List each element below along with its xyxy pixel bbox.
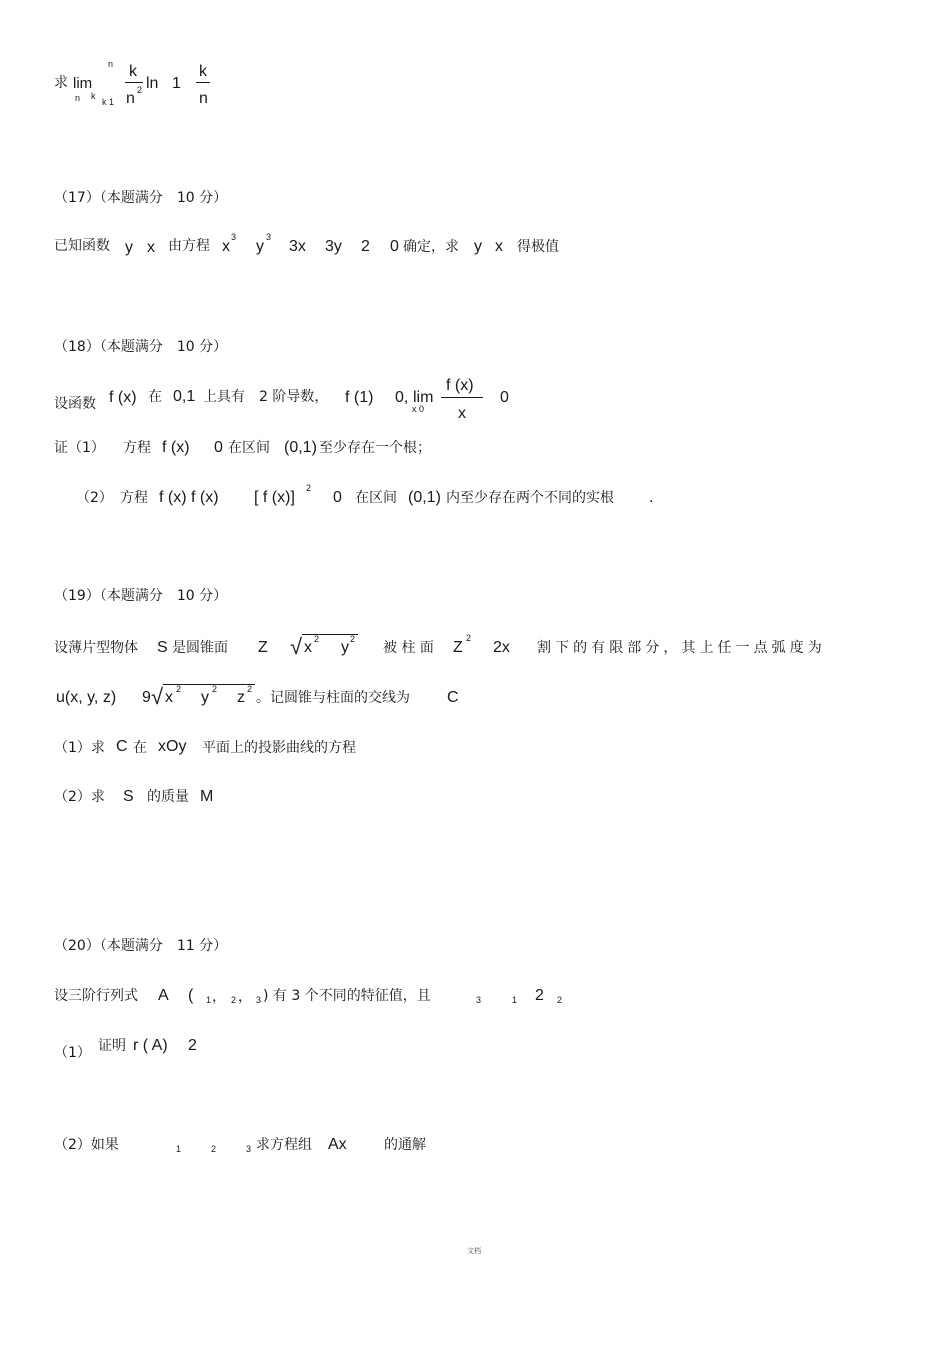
p18-fx: f (x): [109, 389, 137, 406]
p19-uz: z: [237, 689, 245, 706]
p20-lparen: (: [188, 987, 194, 1004]
p19-text-e: 。记圆锥与柱面的交线为: [256, 690, 410, 706]
p17-y2: y: [474, 238, 482, 255]
p19-q2-post: 的质量: [147, 789, 189, 805]
p18-frac-bar: [441, 397, 483, 398]
problem-17-heading: （17）（本题满分 10 分）: [54, 190, 228, 206]
p18-zero-comma: 0,: [395, 389, 409, 406]
p18-frac-num: f (x): [446, 377, 474, 394]
p18-zero2: 0: [214, 439, 223, 456]
lim-n-sub: n: [75, 93, 81, 103]
p19-text-c: 被 柱 面: [383, 640, 434, 656]
p18-text-b: 上具有 2 阶导数，: [203, 389, 329, 405]
p19-text-a: 设薄片型物体: [54, 640, 138, 656]
p20-q2-post: 的通解: [384, 1137, 426, 1153]
p17-text-a: 已知函数: [54, 238, 110, 254]
p20-q1-two: 2: [188, 1037, 197, 1054]
p17-x3: x: [222, 238, 230, 255]
p19-rexp1: 2: [314, 634, 320, 644]
p18-text-a: 设函数: [54, 396, 96, 412]
sqrt-sign-1: √: [290, 634, 303, 659]
p19-rexp2: 2: [350, 634, 356, 644]
p18-zero3: 0: [333, 489, 342, 506]
p18-f1: f (1): [345, 389, 374, 406]
p20-A: A: [158, 987, 169, 1004]
p17-exp3a: 3: [231, 232, 237, 242]
lim-symbol: lim: [73, 75, 93, 92]
p20-s2: 2: [231, 995, 237, 1005]
p20-q2-s2: 2: [211, 1144, 217, 1154]
p20-q2-Ax: Ax: [328, 1136, 347, 1153]
p17-text-c: 确定，求: [403, 239, 459, 255]
p19-u: u(x, y, z): [56, 689, 117, 706]
p18-zero-end: 0: [500, 389, 509, 406]
p20-s3b: 3: [476, 995, 482, 1005]
frac1-bar: [125, 82, 143, 83]
frac2-bar: [196, 82, 210, 83]
p19-uy: y: [201, 689, 209, 706]
sum-lower: k 1: [102, 97, 115, 107]
p18-exp2: 2: [306, 483, 312, 493]
sqrt-sign-2: √: [151, 684, 164, 709]
p19-zexp: 2: [466, 633, 472, 643]
problem-18-heading: （18）（本题满分 10 分）: [54, 339, 228, 355]
p19-C: C: [447, 689, 459, 706]
p18-zai: 在: [148, 389, 162, 405]
frac1-num: k: [129, 63, 137, 80]
lim-k-sub: k: [91, 91, 96, 101]
p17-text-b: 由方程: [168, 238, 210, 254]
p19-q1-post: 平面上的投影曲线的方程: [202, 740, 356, 756]
p19-Z: Z: [258, 639, 268, 656]
problem-20-heading: （20）（本题满分 11 分）: [54, 938, 228, 954]
qiu-text: 求: [54, 75, 68, 91]
p18-lim: lim: [413, 389, 434, 406]
p20-q2-s1: 1: [176, 1144, 182, 1154]
p20-s1: 1: [206, 995, 212, 1005]
problem-19-heading: （19）（本题满分 10 分）: [54, 588, 228, 604]
p19-text-b: 是圆锥面: [172, 640, 228, 656]
p17-x2: x: [495, 238, 503, 255]
p17-zero: 0: [390, 238, 399, 255]
p20-q2-text: 求方程组: [256, 1137, 312, 1153]
frac2-num: k: [199, 63, 207, 80]
p18-fangcheng2: 方程: [120, 490, 148, 506]
p18-lim-sub: x 0: [412, 404, 425, 414]
p17-3y: 3y: [325, 238, 342, 255]
p18-interval3: (0,1): [408, 489, 441, 506]
p19-ux: x: [165, 689, 173, 706]
p19-uexp2: 2: [212, 684, 218, 694]
p19-uexp1: 2: [176, 684, 182, 694]
p19-uexp3: 2: [247, 684, 253, 694]
p20-s3: 3: [256, 995, 262, 1005]
p18-bracket: [ f (x)]: [254, 489, 295, 506]
p19-q2-M: M: [200, 788, 214, 805]
frac1-den-exp: 2: [137, 85, 143, 95]
p18-dot: .: [649, 489, 654, 506]
sum-upper: n: [108, 59, 114, 69]
p18-fx2: f (x): [162, 439, 190, 456]
ln-symbol: ln: [146, 75, 159, 92]
p17-text-d: 得极值: [517, 239, 559, 255]
p17-3x: 3x: [289, 238, 306, 255]
page-footer: 文档: [467, 1247, 481, 1255]
p20-q1-text: 证明: [98, 1038, 126, 1054]
p20-comma2: ，: [238, 989, 252, 1005]
p19-nine: 9: [142, 689, 151, 706]
p20-q2-s3: 3: [246, 1144, 252, 1154]
p17-y: y: [125, 239, 133, 256]
p19-q1-xoy: xOy: [158, 738, 187, 755]
p18-fangcheng1: 方程: [123, 440, 151, 456]
p19-Z2: Z: [453, 639, 463, 656]
p18-text-e: 在区间: [355, 490, 397, 506]
p18-text-f: 内至少存在两个不同的实根: [446, 490, 614, 506]
p19-q1-C: C: [116, 738, 128, 755]
one-value: 1: [172, 75, 181, 92]
p19-S: S: [157, 639, 168, 656]
p20-s2b: 2: [557, 995, 563, 1005]
p20-comma1: ，: [212, 989, 226, 1005]
p18-text-d: 至少存在一个根；: [319, 440, 431, 456]
p20-text-a: 设三阶行列式: [54, 988, 138, 1004]
p17-two: 2: [361, 238, 370, 255]
p17-x: x: [147, 239, 155, 256]
p19-q1-pre: （1）求: [54, 740, 105, 756]
p17-y3: y: [256, 238, 264, 255]
p20-text-b: ) 有 3 个不同的特征值，且: [263, 988, 431, 1004]
p19-q1-zai: 在: [133, 740, 147, 756]
p19-2x: 2x: [493, 639, 510, 656]
p18-interval2: (0,1): [284, 439, 317, 456]
frac1-den: n: [126, 90, 135, 107]
p19-q2-S: S: [123, 788, 134, 805]
p18-text-c: 在区间: [228, 440, 270, 456]
p19-rx: x: [304, 639, 312, 656]
frac2-den: n: [199, 90, 208, 107]
p20-s1b: 1: [512, 995, 518, 1005]
p17-exp3b: 3: [266, 232, 272, 242]
p19-q2-pre: （2）求: [54, 789, 105, 805]
p20-two: 2: [535, 987, 544, 1004]
p18-part2: （2）: [76, 490, 113, 506]
p20-q1-r: r ( A): [133, 1037, 168, 1054]
p19-ry: y: [341, 639, 349, 656]
p20-q2-pre: （2）如果: [54, 1137, 119, 1153]
p19-text-d: 割 下 的 有 限 部 分 ， 其 上 任 一 点 弧 度 为: [537, 640, 822, 656]
p18-interval: 0,1: [173, 388, 196, 405]
p18-eq2: f (x) f (x): [159, 489, 219, 506]
p20-q1-pre: （1）: [54, 1045, 91, 1061]
p18-frac-den: x: [458, 405, 466, 422]
p18-zheng1: 证（1）: [54, 440, 105, 456]
